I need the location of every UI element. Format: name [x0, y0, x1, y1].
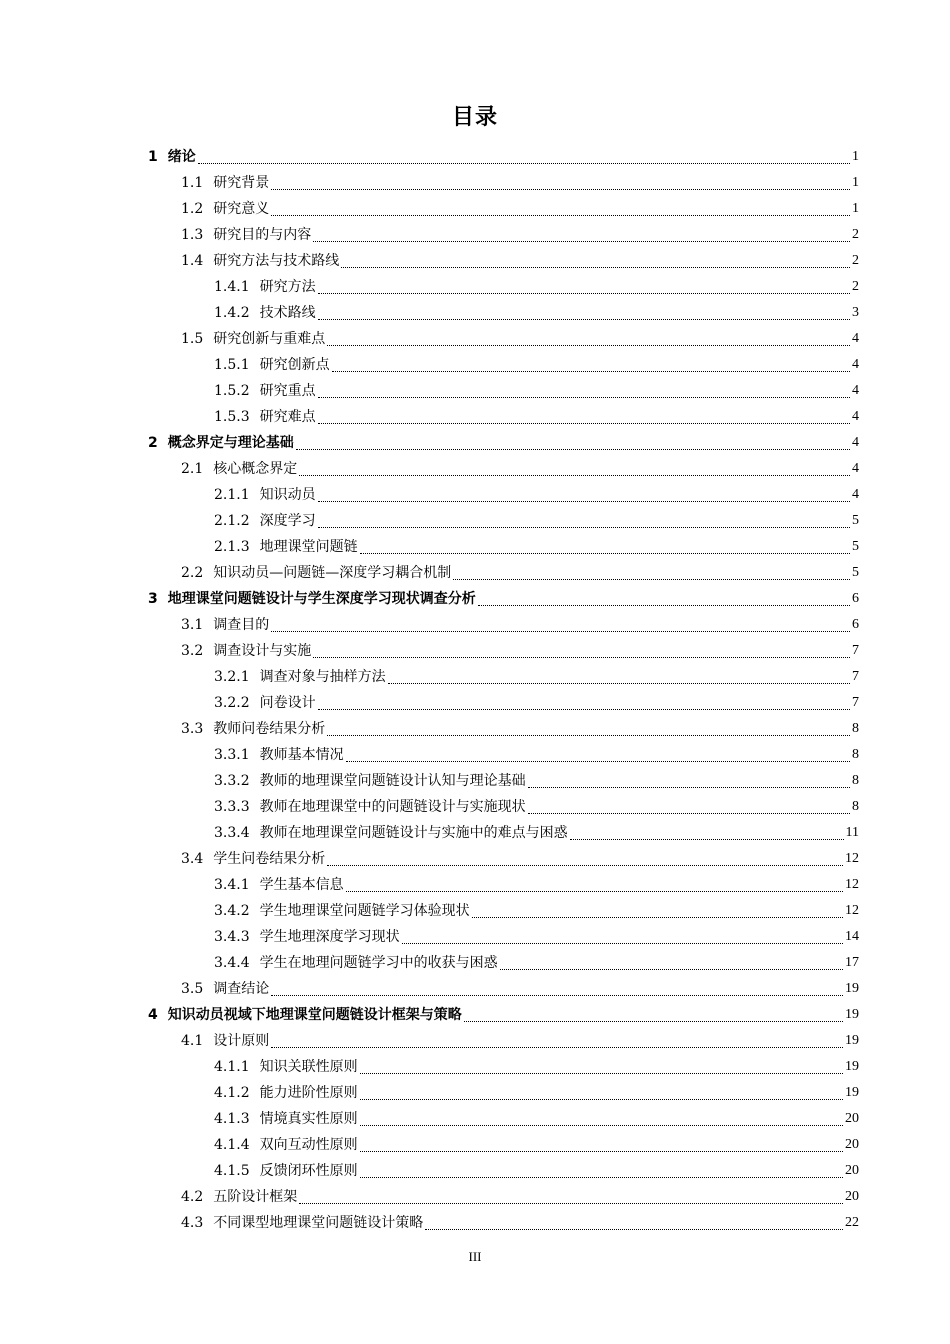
toc-label: 知识动员视域下地理课堂问题链设计框架与策略: [167, 1007, 462, 1023]
toc-label: 研究背景: [213, 175, 270, 191]
dot-leader: [271, 995, 843, 996]
toc-number: 1.5.1: [214, 357, 250, 373]
toc-number: 1.5: [181, 331, 204, 347]
dot-leader: [313, 241, 850, 242]
dot-leader: [360, 553, 850, 554]
toc-label: 地理课堂问题链: [259, 539, 358, 555]
dot-leader: [318, 709, 850, 710]
toc-number: 4.1.4: [214, 1137, 250, 1153]
toc-page-number: 19: [845, 981, 859, 996]
page-number-footer: III: [468, 1249, 482, 1264]
toc-number: 2.1.3: [214, 539, 250, 555]
toc-number: 4.1.3: [214, 1111, 250, 1127]
toc-entry-1-4[interactable]: [181, 248, 859, 274]
toc-entry-2-1[interactable]: [181, 456, 859, 482]
toc-label: 知识动员—问题链—深度学习耦合机制: [213, 565, 452, 581]
toc-label: 教师在地理课堂中的问题链设计与实施现状: [259, 799, 526, 815]
toc-number: 3.4.2: [214, 903, 250, 919]
toc-entry-4-3[interactable]: [181, 1210, 859, 1236]
toc-page-number: 5: [852, 565, 859, 580]
dot-leader: [472, 917, 843, 918]
toc-page-number: 4: [852, 383, 859, 398]
toc-entry-2-1-3[interactable]: [214, 534, 859, 560]
toc-label: 教师的地理课堂问题链设计认知与理论基础: [259, 773, 526, 789]
toc-page-number: 4: [852, 357, 859, 372]
toc-page-number: 5: [852, 539, 859, 554]
dot-leader: [299, 1203, 843, 1204]
toc-entry-3-2[interactable]: [181, 638, 859, 664]
toc-label: 研究方法与技术路线: [213, 253, 340, 269]
toc-page-number: 7: [852, 643, 859, 658]
toc-number: 1.1: [181, 175, 204, 191]
toc-label: 双向互动性原则: [259, 1137, 358, 1153]
dot-leader: [360, 1177, 843, 1178]
dot-leader: [299, 475, 850, 476]
dot-leader: [346, 891, 843, 892]
toc-label: 学生在地理问题链学习中的收获与困惑: [259, 955, 498, 971]
toc-number: 2: [148, 435, 158, 451]
toc-page-number: 2: [852, 227, 859, 242]
dot-leader: [528, 787, 850, 788]
toc-label: 反馈闭环性原则: [259, 1163, 358, 1179]
toc-page-number: 20: [845, 1111, 859, 1126]
toc-number: 3.3.3: [214, 799, 250, 815]
toc-entry-3-3-1[interactable]: [214, 742, 859, 768]
toc-label: 能力进阶性原则: [259, 1085, 358, 1101]
toc-entry-1-4-1[interactable]: [214, 274, 859, 300]
toc-page-number: 19: [845, 1033, 859, 1048]
toc-label: 研究目的与内容: [213, 227, 312, 243]
dot-leader: [318, 527, 850, 528]
toc-page-number: 6: [852, 617, 859, 632]
toc-number: 3.3.2: [214, 773, 250, 789]
toc-number: 3.2: [181, 643, 204, 659]
toc-page-number: 11: [845, 825, 859, 840]
toc-number: 3.5: [181, 981, 204, 997]
dot-leader: [360, 1073, 843, 1074]
toc-number: 1.4.2: [214, 305, 250, 321]
dot-leader: [271, 215, 850, 216]
toc-page-number: 22: [845, 1215, 859, 1230]
toc-entry-1-5-3[interactable]: [214, 404, 859, 430]
toc-entry-1-5-2[interactable]: [214, 378, 859, 404]
dot-leader: [360, 1151, 843, 1152]
toc-page-number: 2: [852, 253, 859, 268]
toc-label: 学生基本信息: [259, 877, 344, 893]
dot-leader: [528, 813, 850, 814]
toc-label: 概念界定与理论基础: [167, 435, 294, 451]
toc-label: 研究创新与重难点: [213, 331, 326, 347]
toc-label: 研究重点: [259, 383, 316, 399]
toc-number: 3.1: [181, 617, 204, 633]
toc-number: 1.5.3: [214, 409, 250, 425]
toc-label: 调查设计与实施: [213, 643, 312, 659]
toc-label: 调查对象与抽样方法: [259, 669, 386, 685]
dot-leader: [425, 1229, 843, 1230]
page-title: 目录: [451, 105, 498, 130]
toc-page-number: 20: [845, 1163, 859, 1178]
toc-page-number: 1: [852, 149, 859, 164]
toc-number: 1.2: [181, 201, 204, 217]
toc-number: 2.1.1: [214, 487, 250, 503]
toc-entry-3-2-1[interactable]: [214, 664, 859, 690]
toc-number: 3: [148, 591, 158, 607]
toc-number: 4.1.1: [214, 1059, 250, 1075]
toc-page-number: 5: [852, 513, 859, 528]
toc-label: 研究难点: [259, 409, 316, 425]
toc-number: 3.4.1: [214, 877, 250, 893]
dot-leader: [318, 319, 850, 320]
toc-entry-3-3-4[interactable]: [214, 820, 859, 846]
toc-page-number: 19: [845, 1059, 859, 1074]
toc-label: 学生问卷结果分析: [213, 851, 326, 867]
toc-entry-1-3[interactable]: [181, 222, 859, 248]
toc-number: 1: [148, 149, 158, 165]
toc-number: 4: [148, 1007, 158, 1023]
toc-page-number: 19: [845, 1007, 859, 1022]
toc-number: 1.4: [181, 253, 204, 269]
toc-entry-4-1-4[interactable]: [214, 1132, 859, 1158]
toc-number: 3.3: [181, 721, 204, 737]
toc-label: 问卷设计: [259, 695, 316, 711]
toc-number: 2.1.2: [214, 513, 250, 529]
toc-entry-3-4-1[interactable]: [214, 872, 859, 898]
toc-page-number: 4: [852, 331, 859, 346]
toc-page-number: 12: [845, 903, 859, 918]
toc-page-number: 12: [845, 851, 859, 866]
toc-page-number: 20: [845, 1137, 859, 1152]
dot-leader: [453, 579, 850, 580]
toc-label: 研究创新点: [259, 357, 330, 373]
dot-leader: [346, 761, 850, 762]
toc-entry-3-4-4[interactable]: [214, 950, 859, 976]
toc-label: 调查结论: [213, 981, 270, 997]
toc-page-number: 20: [845, 1189, 859, 1204]
toc-page-number: 4: [852, 409, 859, 424]
toc-page-number: 19: [845, 1085, 859, 1100]
toc-page-number: 17: [845, 955, 859, 970]
toc-page-number: 4: [852, 487, 859, 502]
toc-number: 3.2.1: [214, 669, 250, 685]
toc-label: 学生地理课堂问题链学习体验现状: [259, 903, 470, 919]
toc-page-number: 1: [852, 201, 859, 216]
toc-entry-1-1[interactable]: [181, 170, 859, 196]
dot-leader: [327, 345, 850, 346]
toc-page-number: 8: [852, 773, 859, 788]
toc-entry-3-4-3[interactable]: [214, 924, 859, 950]
toc-entry-3-3-3[interactable]: [214, 794, 859, 820]
toc-page-number: 1: [852, 175, 859, 190]
dot-leader: [478, 605, 850, 606]
dot-leader: [332, 371, 850, 372]
toc-page-number: 6: [852, 591, 859, 606]
toc-entry-3-2-2[interactable]: [214, 690, 859, 716]
toc-label: 教师在地理课堂问题链设计与实施中的难点与困惑: [259, 825, 568, 841]
toc-label: 研究意义: [213, 201, 270, 217]
toc-entry-1[interactable]: [148, 144, 859, 170]
toc-number: 1.4.1: [214, 279, 250, 295]
toc-entry-1-2[interactable]: [181, 196, 859, 222]
toc-number: 4.1.2: [214, 1085, 250, 1101]
toc-page-number: 4: [852, 435, 859, 450]
toc-number: 3.4.4: [214, 955, 250, 971]
toc-label: 核心概念界定: [213, 461, 298, 477]
dot-leader: [327, 865, 843, 866]
toc-entry-4-1-1[interactable]: [214, 1054, 859, 1080]
dot-leader: [296, 449, 850, 450]
toc-entry-3-4-2[interactable]: [214, 898, 859, 924]
toc-label: 知识关联性原则: [259, 1059, 358, 1075]
toc-entry-2-1-2[interactable]: [214, 508, 859, 534]
toc-entry-2-2[interactable]: [181, 560, 859, 586]
dot-leader: [318, 501, 850, 502]
toc-number: 3.4: [181, 851, 204, 867]
toc-entry-4-2[interactable]: [181, 1184, 859, 1210]
toc-page-number: 2: [852, 279, 859, 294]
toc-entry-3-3-2[interactable]: [214, 768, 859, 794]
dot-leader: [318, 293, 850, 294]
toc-page-number: 4: [852, 461, 859, 476]
dot-leader: [271, 631, 850, 632]
toc-label: 学生地理深度学习现状: [259, 929, 400, 945]
dot-leader: [271, 1047, 843, 1048]
toc-entry-4-1-2[interactable]: [214, 1080, 859, 1106]
toc-entry-4-1-5[interactable]: [214, 1158, 859, 1184]
toc-page-number: 7: [852, 695, 859, 710]
toc-label: 技术路线: [259, 305, 316, 321]
dot-leader: [313, 657, 850, 658]
toc-entry-1-4-2[interactable]: [214, 300, 859, 326]
toc-entry-3-4[interactable]: [181, 846, 859, 872]
toc-label: 设计原则: [213, 1033, 270, 1049]
toc-entry-1-5-1[interactable]: [214, 352, 859, 378]
toc-page-number: 8: [852, 799, 859, 814]
dot-leader: [327, 735, 850, 736]
dot-leader: [318, 423, 850, 424]
toc-entry-4[interactable]: [148, 1002, 859, 1028]
toc-label: 五阶设计框架: [213, 1189, 298, 1205]
dot-leader: [271, 189, 850, 190]
toc-number: 1.5.2: [214, 383, 250, 399]
dot-leader: [402, 943, 843, 944]
toc-label: 教师基本情况: [259, 747, 344, 763]
toc-entry-3[interactable]: [148, 586, 859, 612]
toc-entry-4-1[interactable]: [181, 1028, 859, 1054]
toc-page-number: 7: [852, 669, 859, 684]
dot-leader: [341, 267, 850, 268]
dot-leader: [570, 839, 844, 840]
toc-number: 2.1: [181, 461, 204, 477]
toc-label: 调查目的: [213, 617, 270, 633]
toc-entry-4-1-3[interactable]: [214, 1106, 859, 1132]
toc-entry-3-5[interactable]: [181, 976, 859, 1002]
toc-label: 知识动员: [259, 487, 316, 503]
toc-number: 3.3.1: [214, 747, 250, 763]
toc-entry-3-3[interactable]: [181, 716, 859, 742]
toc-page-number: 14: [845, 929, 859, 944]
dot-leader: [388, 683, 850, 684]
toc-page-number: 12: [845, 877, 859, 892]
toc-label: 深度学习: [259, 513, 316, 529]
toc-entry-2-1-1[interactable]: [214, 482, 859, 508]
toc-label: 情境真实性原则: [259, 1111, 358, 1127]
toc-number: 1.3: [181, 227, 204, 243]
toc-number: 3.2.2: [214, 695, 250, 711]
toc-number: 4.1: [181, 1033, 204, 1049]
dot-leader: [198, 163, 850, 164]
toc-page-number: 8: [852, 721, 859, 736]
toc-page-number: 8: [852, 747, 859, 762]
toc-number: 4.3: [181, 1215, 204, 1231]
toc-label: 绪论: [167, 149, 196, 165]
toc-entry-1-5[interactable]: [181, 326, 859, 352]
toc-label: 地理课堂问题链设计与学生深度学习现状调查分析: [167, 591, 476, 607]
dot-leader: [500, 969, 843, 970]
toc-number: 3.4.3: [214, 929, 250, 945]
toc-label: 不同课型地理课堂问题链设计策略: [213, 1215, 424, 1231]
dot-leader: [360, 1125, 843, 1126]
toc-entry-2[interactable]: [148, 430, 859, 456]
dot-leader: [360, 1099, 843, 1100]
toc-label: 研究方法: [259, 279, 316, 295]
dot-leader: [464, 1021, 843, 1022]
toc-page-number: 3: [852, 305, 859, 320]
toc-entry-3-1[interactable]: [181, 612, 859, 638]
toc-number: 2.2: [181, 565, 204, 581]
toc-label: 教师问卷结果分析: [213, 721, 326, 737]
dot-leader: [318, 397, 850, 398]
toc-number: 4.2: [181, 1189, 204, 1205]
toc-number: 3.3.4: [214, 825, 250, 841]
toc-number: 4.1.5: [214, 1163, 250, 1179]
